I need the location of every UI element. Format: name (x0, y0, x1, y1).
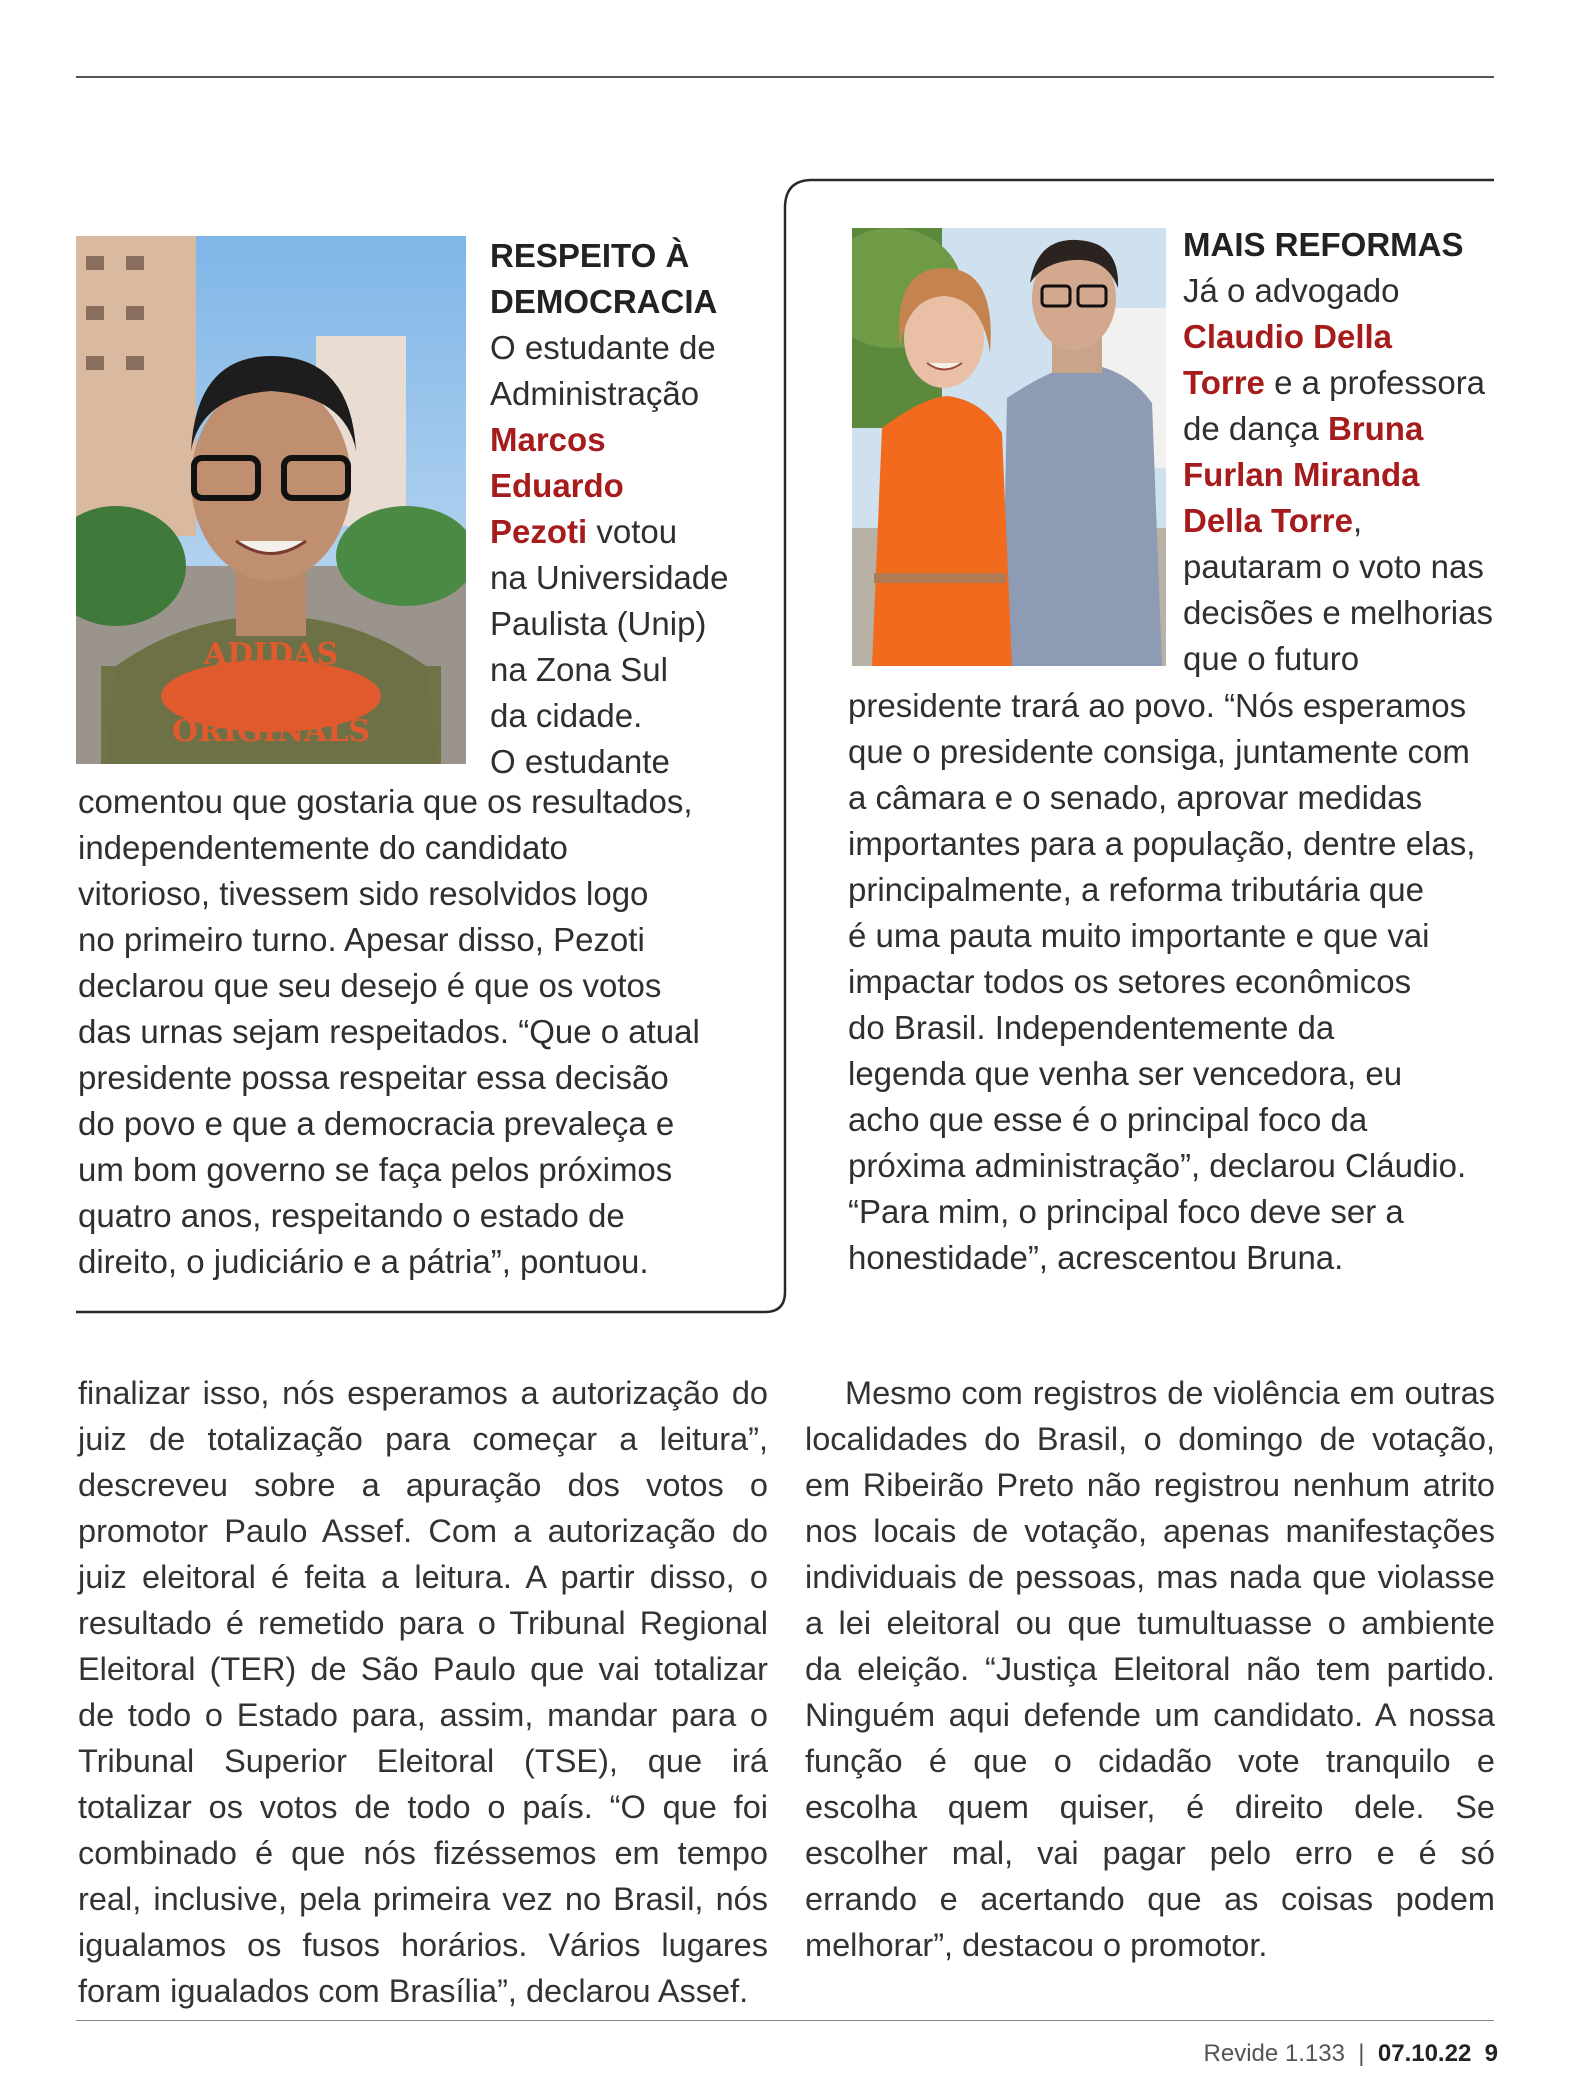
section-heading: MAIS REFORMAS (1183, 226, 1464, 263)
person-name: Torre (1183, 364, 1265, 401)
text-line: na Zona Sul (490, 651, 668, 688)
text-line: “Para mim, o principal foco deve ser a (848, 1193, 1404, 1230)
text-line: quatro anos, respeitando o estado de (78, 1197, 625, 1234)
photo-claudio-bruna-della-torre (852, 228, 1166, 666)
paragraph: Mesmo com registros de violência em outras localidades do Brasil, o domingo de votação, em Ribeirão Preto não registrou nenhum atrito nos locais de votação, apenas manifestações individuais de pessoas, mas nada que violasse a lei eleitoral ou que tumultuasse o ambiente da eleição. “Justiça Eleitoral não tem partido. Ninguém aqui defende um candidato. A nossa função é que o cidadão vote tranquilo e escolha quem quiser, é direito dele. Se escolher mal, vai pagar pelo erro e é só errando e acertando que as coisas podem melhorar”, destacou o promotor. (805, 1375, 1495, 1963)
text-line: que o presidente consiga, juntamente com (848, 733, 1470, 770)
person-name: Claudio Della (1183, 318, 1393, 355)
text-line: que o futuro (1183, 640, 1360, 677)
section-heading-line2: DEMOCRACIA (490, 283, 718, 320)
text-line: Administração (490, 375, 700, 412)
photo-marcos-pezoti (76, 236, 466, 764)
text-line: presidente trará ao povo. “Nós esperamos (848, 687, 1467, 724)
text-line: do Brasil. Independentemente da (848, 1009, 1335, 1046)
text-line: pautaram o voto nas (1183, 548, 1484, 585)
text-line: presidente possa respeitar essa decisão (78, 1059, 669, 1096)
text-line: honestidade”, acrescentou Bruna. (848, 1239, 1344, 1276)
text-line: O estudante (490, 743, 670, 780)
text-line: impactar todos os setores econômicos (848, 963, 1412, 1000)
text-line: a câmara e o senado, aprovar medidas (848, 779, 1423, 816)
text-line: O estudante de (490, 329, 716, 366)
text-line: decisões e melhorias (1183, 594, 1493, 631)
publication-name: Revide 1.133 (1203, 2040, 1345, 2067)
person-name: Pezoti (490, 513, 588, 550)
text-line: da cidade. (490, 697, 643, 734)
text-line: do povo e que a democracia prevaleça e (78, 1105, 675, 1142)
shirt-text-bottom: ORIGINALS (171, 714, 371, 749)
text-line: Já o advogado (1183, 272, 1400, 309)
page-number: 9 (1484, 2040, 1498, 2067)
section-heading-line1: RESPEITO À (490, 237, 690, 274)
text-line: na Universidade (490, 559, 729, 596)
issue-date: 07.10.22 (1377, 2040, 1472, 2067)
text-fragment: votou (587, 513, 678, 550)
paragraph: finalizar isso, nós esperamos a autorização do juiz de totalização para começar a leitura”, descreveu sobre a apuração dos votos o promotor Paulo Assef. Com a autorização do juiz eleitoral é feita a leitura. A partir disso, o resultado é remetido para o Tribunal Regional Eleitoral (TER) de São Paulo que vai totalizar de todo o Estado para, assim, mandar para o Tribunal Superior Eleitoral (TSE), que irá totalizar os votos de todo o país. “O que foi combinado é que nós fizéssemos em tempo real, inclusive, pela primeira vez no Brasil, nós igualamos os fusos horários. Vários lugares foram igualados com Brasília”, declarou Assef. (78, 1375, 768, 2009)
footer-separator: | (1358, 2040, 1365, 2067)
box-mais-reformas-continuation (848, 683, 1508, 1281)
text-line: é uma pauta muito importante e que vai (848, 917, 1430, 954)
text-line: legenda que venha ser vencedora, eu (848, 1055, 1403, 1092)
text-line: declarou que seu desejo é que os votos (78, 967, 662, 1004)
text-fragment: e a professora (1264, 364, 1486, 401)
person-name: Eduardo (490, 467, 624, 504)
text-line: um bom governo se faça pelos próximos (78, 1151, 673, 1188)
box-mais-reformas (1183, 222, 1503, 682)
text-line: vitorioso, tivessem sido resolvidos logo (78, 875, 649, 912)
text-line: no primeiro turno. Apesar disso, Pezoti (78, 921, 645, 958)
text-line: acho que esse é o principal foco da (848, 1101, 1368, 1138)
text-fragment: de dança (1183, 410, 1328, 447)
text-line (1183, 406, 1503, 452)
person-name: Marcos (490, 421, 606, 458)
box-respeito-democracia (490, 233, 780, 785)
text-line: comentou que gostaria que os resultados, (78, 783, 693, 820)
bottom-rule (76, 2020, 1494, 2021)
box-respeito-continuation (78, 779, 778, 1285)
text-line: direito, o judiciário e a pátria”, pontuou. (78, 1243, 649, 1280)
person-name: Bruna (1327, 410, 1424, 447)
page-footer (1204, 2040, 1498, 2068)
body-column-right (805, 1370, 1495, 1968)
text-line: próxima administração”, declarou Cláudio. (848, 1147, 1467, 1184)
text-line (490, 509, 780, 555)
text-line: importantes para a população, dentre elas, (848, 825, 1476, 862)
text-line: principalmente, a reforma tributária que (848, 871, 1424, 908)
text-line (1183, 360, 1503, 406)
body-column-left (78, 1370, 768, 2014)
text-line: Paulista (Unip) (490, 605, 707, 642)
text-line: independentemente do candidato (78, 829, 568, 866)
person-name: Furlan Miranda (1183, 456, 1420, 493)
text-line (1183, 498, 1503, 544)
text-fragment: , (1352, 502, 1363, 539)
shirt-text-top: ADIDAS (203, 637, 339, 672)
person-name: Della Torre (1183, 502, 1353, 539)
text-line: das urnas sejam respeitados. “Que o atual (78, 1013, 700, 1050)
